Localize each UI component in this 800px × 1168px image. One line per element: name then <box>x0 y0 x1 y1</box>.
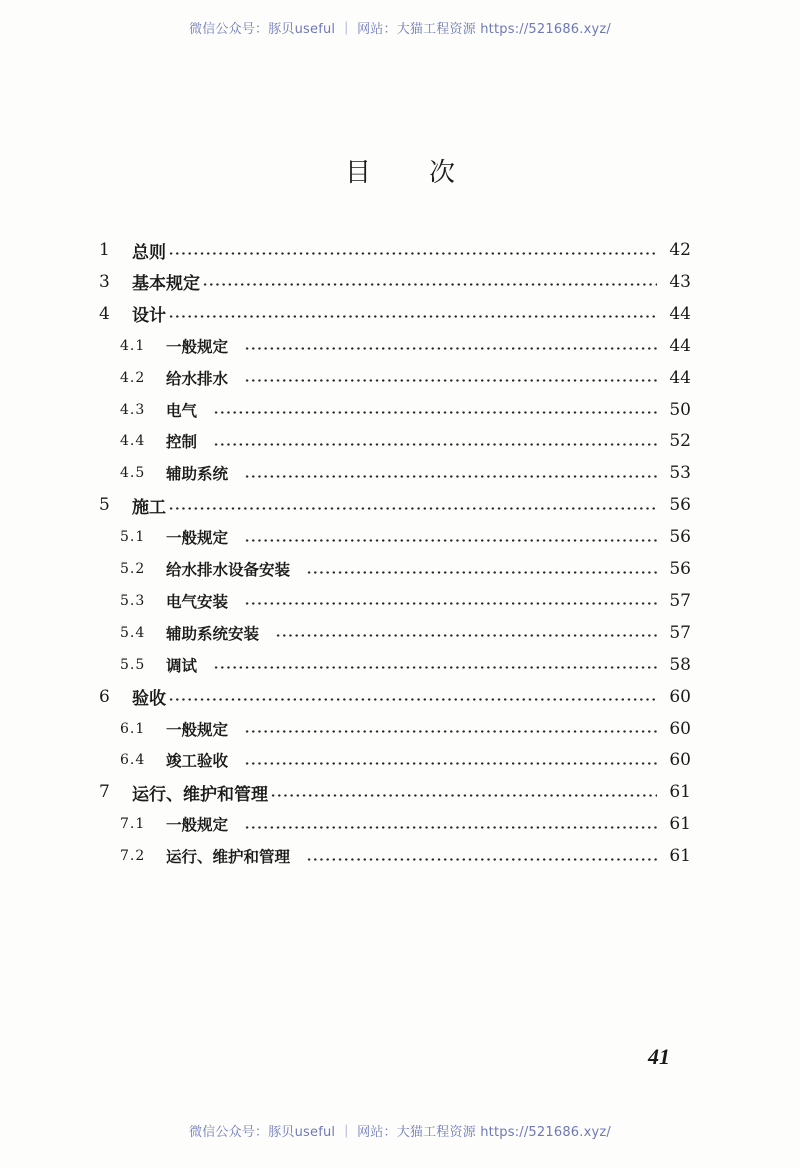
toc-entry-page: 60 <box>669 686 691 707</box>
toc-entry <box>120 394 691 426</box>
toc-leader-dots <box>244 539 657 542</box>
toc-leader-dots <box>244 762 657 765</box>
page-number: 41 <box>648 1044 670 1069</box>
toc-entry-label: 一般规定 <box>166 815 229 835</box>
toc-entry-number: 4 <box>99 303 110 324</box>
toc-entry-page: 61 <box>669 814 691 835</box>
toc-entry <box>120 521 691 553</box>
toc-entry-label: 调试 <box>166 655 198 675</box>
toc-entry-label: 辅助系统安装 <box>166 623 260 643</box>
toc-entry <box>120 808 691 840</box>
toc-entry-page: 44 <box>669 303 691 324</box>
toc-entry-page: 56 <box>669 495 691 516</box>
toc-entry-number: 6.1 <box>120 720 146 737</box>
toc-leader-dots <box>275 634 657 637</box>
toc-leader-dots <box>270 794 657 797</box>
toc-leader-dots <box>168 315 657 318</box>
toc-entry <box>99 776 691 808</box>
toc-entry <box>120 713 691 745</box>
toc-entry-number: 4.1 <box>120 337 146 354</box>
toc-entry <box>120 744 691 776</box>
toc-entry-page: 44 <box>669 335 691 356</box>
toc-entry-label: 控制 <box>166 432 198 452</box>
toc-entry-label: 设计 <box>132 306 166 327</box>
toc-entry-page: 57 <box>669 590 691 611</box>
toc-entry-label: 基本规定 <box>132 274 200 295</box>
toc-entry <box>120 425 691 457</box>
toc-entry-label: 给水排水设备安装 <box>166 560 291 579</box>
toc-leader-dots <box>244 826 657 829</box>
toc-entry-number: 5.5 <box>120 656 146 673</box>
toc-entry-label: 施工 <box>132 497 166 518</box>
toc-entry-page: 44 <box>669 367 691 388</box>
toc-entry-label: 一般规定 <box>166 528 229 548</box>
watermark-top: 微信公众号：豚贝useful ｜ 网站：大猫工程资源 https://521686.xyz/ <box>189 22 611 37</box>
toc-entry-number: 4.3 <box>120 401 146 418</box>
toc-entry-label: 总则 <box>132 242 166 263</box>
toc-entry-page: 56 <box>669 559 691 579</box>
toc-entry <box>99 489 691 521</box>
toc-entry <box>120 649 691 681</box>
toc-entry-number: 5 <box>99 495 110 516</box>
toc-entry-label: 电气安装 <box>166 591 229 611</box>
toc-leader-dots <box>213 443 657 446</box>
toc-leader-dots <box>306 571 657 574</box>
toc-leader-dots <box>202 283 657 286</box>
toc-entry <box>99 298 691 330</box>
toc-entry-label: 一般规定 <box>166 336 229 356</box>
toc-entry-number: 5.1 <box>120 529 146 546</box>
toc-entry <box>120 840 691 872</box>
toc-entry <box>120 617 691 649</box>
toc-entry-number: 7.2 <box>120 848 146 865</box>
toc-leader-dots <box>168 698 657 701</box>
toc-entry-page: 57 <box>669 622 691 643</box>
toc-entry-label: 给水排水 <box>166 368 229 388</box>
toc-entry-page: 53 <box>669 463 691 484</box>
toc-leader-dots <box>244 602 657 605</box>
toc-leader-dots <box>244 730 657 733</box>
toc-entry-label: 电气 <box>166 400 198 420</box>
toc-entry-page: 43 <box>669 271 691 292</box>
toc-entry-label: 验收 <box>132 689 166 710</box>
toc-entry-number: 6.4 <box>120 752 146 769</box>
toc-entry-label: 辅助系统 <box>166 464 229 484</box>
toc-entry-page: 58 <box>669 654 691 675</box>
toc-entry-number: 4.4 <box>120 433 146 450</box>
toc-entry-number: 7 <box>99 782 110 803</box>
toc-leader-dots <box>213 411 657 414</box>
toc-entry <box>99 234 691 266</box>
toc-entry-label: 运行、维护和管理 <box>166 847 291 867</box>
toc-entry-page: 56 <box>669 527 691 548</box>
toc-entry-page: 60 <box>669 750 691 771</box>
toc-entry-number: 5.2 <box>120 561 146 577</box>
toc-entry <box>99 266 691 298</box>
toc-entry-number: 4.5 <box>120 465 146 482</box>
toc-entry <box>99 681 691 713</box>
toc-entry-label: 一般规定 <box>166 719 229 739</box>
toc-entry <box>120 457 691 489</box>
toc-entry-number: 7.1 <box>120 816 146 833</box>
toc-leader-dots <box>244 379 657 382</box>
toc-leader-dots <box>168 252 657 255</box>
toc-leader-dots <box>244 347 657 350</box>
toc-entry-number: 5.4 <box>120 624 146 641</box>
toc-entry-number: 1 <box>99 240 110 260</box>
toc-entry <box>120 553 691 585</box>
toc-entry-page: 61 <box>669 782 691 803</box>
toc-leader-dots <box>306 858 657 861</box>
toc-entry-number: 5.3 <box>120 592 146 609</box>
toc-entry-page: 60 <box>669 718 691 739</box>
toc-entry-page: 61 <box>669 846 691 867</box>
toc-entry-number: 6 <box>99 686 110 707</box>
toc-leader-dots <box>168 507 657 510</box>
toc-entry-page: 52 <box>669 431 691 452</box>
toc-entry-number: 4.2 <box>120 369 146 386</box>
watermark-bottom: 微信公众号：豚贝useful ｜ 网站：大猫工程资源 https://521686.xyz/ <box>189 1125 611 1140</box>
toc-leader-dots <box>244 475 657 478</box>
toc-entry <box>120 585 691 617</box>
toc-leader-dots <box>213 666 657 669</box>
toc-entry <box>120 330 691 362</box>
toc-entry-label: 运行、维护和管理 <box>132 784 268 805</box>
toc-entry-number: 3 <box>99 271 110 292</box>
toc-entry-page: 42 <box>669 240 691 260</box>
page-title: 目次 <box>344 158 513 188</box>
toc-entry-page: 50 <box>669 399 691 420</box>
toc-entry-label: 竣工验收 <box>166 751 229 771</box>
toc-entry <box>120 362 691 394</box>
